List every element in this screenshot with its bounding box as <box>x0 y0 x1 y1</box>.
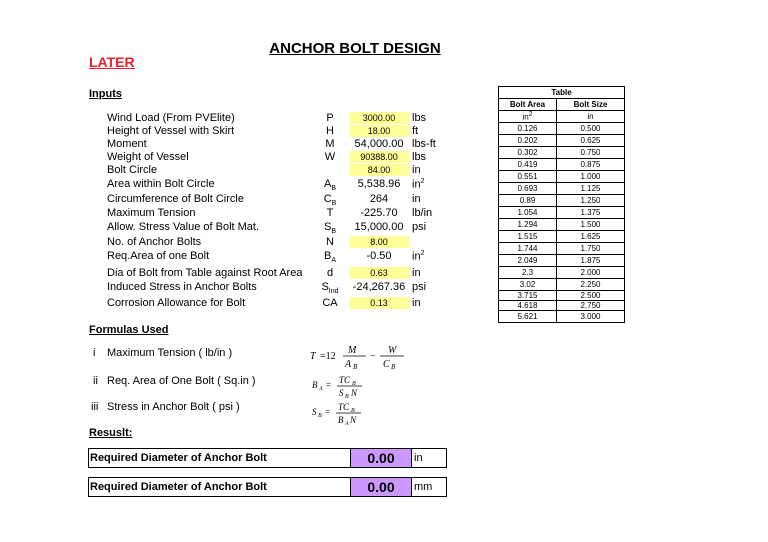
table-row <box>499 219 625 231</box>
input-row <box>0 125 768 138</box>
formula-label: Stress in Anchor Bolt ( psi ) <box>107 401 240 413</box>
input-unit <box>412 221 426 233</box>
input-unit-text: in <box>412 164 421 176</box>
table-row <box>499 243 625 255</box>
computed-value: -225.70 <box>360 207 398 219</box>
input-symbol <box>318 112 342 124</box>
bolt-area-cell: 1.744 <box>499 243 557 255</box>
formula-tension-equation <box>308 342 408 372</box>
svg-text:B: B <box>345 394 349 400</box>
input-label: Height of Vessel with Skirt <box>107 125 235 137</box>
svg-text:A: A <box>319 386 323 392</box>
formula-stress-equation <box>310 399 370 427</box>
input-symbol-text: W <box>324 151 336 163</box>
bolt-size-cell: 0.750 <box>557 147 625 159</box>
bolt-area-cell: 2.049 <box>499 255 557 267</box>
svg-text:B: B <box>338 415 344 425</box>
input-unit-text: in <box>412 267 421 279</box>
result-heading: Resuslt: <box>89 427 133 439</box>
input-symbol-text: S <box>321 281 329 293</box>
bolt-area-cell: 0.126 <box>499 123 557 135</box>
input-value-cell[interactable]: 18.00 <box>349 125 409 137</box>
input-unit-sup: 2 <box>420 250 425 257</box>
input-row <box>0 207 768 220</box>
formula-label: Req. Area of One Bolt ( Sq.in ) <box>107 375 256 387</box>
input-value-cell[interactable]: 8.00 <box>349 236 409 248</box>
table-row <box>499 159 625 171</box>
input-unit-text: in <box>412 250 421 263</box>
input-row <box>0 236 768 249</box>
svg-text:A: A <box>345 359 352 370</box>
input-label: Allow. Stress Value of Bolt Mat. <box>107 221 260 233</box>
input-unit <box>412 281 426 293</box>
input-symbol-text: B <box>323 250 332 262</box>
svg-text:B: B <box>352 381 356 387</box>
input-unit-text: in <box>412 193 421 205</box>
svg-text:−: − <box>370 351 376 362</box>
input-symbol <box>318 267 342 279</box>
input-unit-text: psi <box>412 221 427 233</box>
svg-text:S: S <box>339 388 344 398</box>
formulas-heading: Formulas Used <box>89 324 169 336</box>
table-unit-size: in <box>557 111 625 123</box>
input-symbol <box>318 250 342 264</box>
bolt-table <box>498 86 625 323</box>
input-symbol-text: CA <box>322 297 338 309</box>
input-unit <box>412 125 418 137</box>
input-row <box>0 281 768 294</box>
input-unit <box>412 193 421 205</box>
bolt-area-cell: 1.294 <box>499 219 557 231</box>
svg-text:=12: =12 <box>320 351 336 362</box>
input-symbol <box>318 151 342 163</box>
formula-row-1 <box>93 347 233 359</box>
input-symbol <box>318 193 342 207</box>
formula-num: ii <box>93 375 98 387</box>
bolt-area-cell: 0.419 <box>499 159 557 171</box>
bolt-area-cell: 0.89 <box>499 195 557 207</box>
bolt-size-cell: 1.750 <box>557 243 625 255</box>
table-row <box>499 291 625 301</box>
result-label: Required Diameter of Anchor Bolt <box>90 481 267 493</box>
input-row <box>0 221 768 234</box>
input-symbol <box>318 125 342 137</box>
input-unit <box>412 297 421 309</box>
page-title: ANCHOR BOLT DESIGN <box>269 40 441 57</box>
svg-text:A: A <box>345 421 349 427</box>
input-unit-text: in <box>412 297 421 309</box>
table-row <box>499 207 625 219</box>
svg-text:T: T <box>310 351 316 362</box>
svg-text:M: M <box>348 345 357 356</box>
input-unit <box>412 151 426 163</box>
svg-text:B: B <box>391 363 396 371</box>
bolt-area-cell: 4.618 <box>499 301 557 311</box>
bolt-area-cell: 3.715 <box>499 291 557 301</box>
bolt-area-cell: 0.302 <box>499 147 557 159</box>
bolt-size-cell: 2.750 <box>557 301 625 311</box>
svg-text:N: N <box>351 388 358 398</box>
later-label: LATER <box>89 54 135 70</box>
input-unit <box>412 250 424 263</box>
bolt-area-cell: 3.02 <box>499 279 557 291</box>
result-row-mm <box>88 477 447 497</box>
result-label: Required Diameter of Anchor Bolt <box>90 452 267 464</box>
formula-area-equation <box>310 372 370 400</box>
table-row <box>499 231 625 243</box>
bolt-size-cell: 1.500 <box>557 219 625 231</box>
bolt-size-cell: 1.875 <box>557 255 625 267</box>
input-symbol-sub: B <box>331 200 337 208</box>
input-symbol <box>318 281 342 295</box>
computed-value: 264 <box>369 193 389 205</box>
input-label: Dia of Bolt from Table against Root Area <box>107 267 303 279</box>
input-row <box>0 138 768 151</box>
bolt-size-cell: 2.500 <box>557 291 625 301</box>
input-symbol-text: N <box>326 236 334 248</box>
input-label: Moment <box>107 138 147 150</box>
svg-text:B: B <box>318 413 322 419</box>
input-row <box>0 250 768 263</box>
input-label: Wind Load (From PVElite) <box>107 112 235 124</box>
input-symbol-text: C <box>323 193 332 205</box>
bolt-area-cell: 0.693 <box>499 183 557 195</box>
input-symbol-text: T <box>326 207 334 219</box>
input-row <box>0 267 768 280</box>
bolt-size-cell: 2.250 <box>557 279 625 291</box>
input-symbol-text: M <box>325 138 335 150</box>
input-symbol-sub: Ind <box>328 288 339 296</box>
table-row <box>499 171 625 183</box>
svg-text:S: S <box>312 407 317 417</box>
bolt-size-cell: 0.500 <box>557 123 625 135</box>
bolt-size-cell: 1.625 <box>557 231 625 243</box>
input-label: Induced Stress in Anchor Bolts <box>107 281 257 293</box>
result-row-in <box>88 448 447 468</box>
input-value-cell[interactable]: 84.00 <box>349 164 409 176</box>
table-unit-area: $in^2$ <box>499 111 557 123</box>
input-label: Area within Bolt Circle <box>107 178 215 190</box>
input-label: Circumference of Bolt Circle <box>107 193 244 205</box>
computed-value: -24,267.36 <box>352 281 406 293</box>
input-value-cell[interactable]: 0.13 <box>349 297 409 309</box>
input-unit-text: lb/in <box>412 207 433 219</box>
table-row <box>499 183 625 195</box>
input-label: Bolt Circle <box>107 164 158 176</box>
bolt-area-cell: 1.054 <box>499 207 557 219</box>
table-row <box>499 123 625 135</box>
input-row <box>0 178 768 191</box>
table-row <box>499 135 625 147</box>
computed-value: 54,000.00 <box>354 138 404 150</box>
formula-label: Maximum Tension ( lb/in ) <box>107 347 233 359</box>
bolt-size-cell: 0.875 <box>557 159 625 171</box>
input-symbol-text: H <box>326 125 334 137</box>
table-row <box>499 267 625 279</box>
bolt-size-cell: 1.375 <box>557 207 625 219</box>
table-row <box>499 147 625 159</box>
table-header-size: Bolt Size <box>557 99 625 111</box>
bolt-size-cell: 0.625 <box>557 135 625 147</box>
svg-text:N: N <box>350 415 357 425</box>
input-unit <box>412 112 426 124</box>
formula-row-3 <box>91 401 240 413</box>
input-unit-sup: 2 <box>420 178 425 185</box>
input-symbol <box>318 221 342 235</box>
input-symbol-sub: B <box>331 185 336 193</box>
input-row <box>0 151 768 164</box>
result-value: 0.00 <box>350 478 412 496</box>
input-unit-text: ft <box>412 125 419 137</box>
svg-text:TC: TC <box>339 375 351 385</box>
table-row <box>499 301 625 311</box>
input-label: Weight of Vessel <box>107 151 189 163</box>
input-label: Corrosion Allowance for Bolt <box>107 297 246 309</box>
svg-text:B: B <box>353 363 358 371</box>
svg-text:C: C <box>383 359 390 370</box>
computed-value: 5,538.96 <box>357 178 401 190</box>
bolt-size-cell: 1.125 <box>557 183 625 195</box>
input-unit-text: lbs-ft <box>412 138 436 150</box>
input-symbol <box>318 297 342 309</box>
result-unit: mm <box>414 481 433 493</box>
bolt-area-cell: 2.3 <box>499 267 557 279</box>
input-symbol <box>318 178 342 192</box>
input-symbol-text: P <box>326 112 334 124</box>
inputs-heading: Inputs <box>89 88 122 100</box>
input-row <box>0 112 768 125</box>
input-unit <box>412 138 436 150</box>
input-symbol-text: A <box>323 178 332 190</box>
formula-num: i <box>93 347 96 359</box>
formula-row-2 <box>93 375 256 387</box>
input-symbol-sub: B <box>331 228 336 236</box>
bolt-size-cell: 1.250 <box>557 195 625 207</box>
input-label: No. of Anchor Bolts <box>107 236 202 248</box>
bolt-area-cell: 1.515 <box>499 231 557 243</box>
table-row <box>499 255 625 267</box>
input-unit <box>412 267 421 279</box>
input-value-cell[interactable]: 0.63 <box>349 267 409 279</box>
svg-text:B: B <box>312 380 318 390</box>
bolt-size-cell: 3.000 <box>557 311 625 323</box>
input-unit-text: lbs <box>412 151 427 163</box>
input-unit <box>412 207 432 219</box>
bolt-area-cell: 0.551 <box>499 171 557 183</box>
formula-num: iii <box>91 401 99 413</box>
computed-value: -0.50 <box>366 250 392 262</box>
input-symbol-sub: A <box>331 257 336 265</box>
svg-text:TC: TC <box>338 402 350 412</box>
table-row <box>499 311 625 323</box>
input-unit-text: psi <box>412 281 427 293</box>
bolt-size-cell: 2.000 <box>557 267 625 279</box>
input-value-cell[interactable]: 90388.00 <box>349 151 409 163</box>
svg-text:W: W <box>388 345 397 356</box>
result-unit: in <box>414 452 423 464</box>
bolt-size-cell: 1.000 <box>557 171 625 183</box>
input-symbol <box>318 207 342 219</box>
input-symbol-text: S <box>323 221 332 233</box>
table-row <box>499 195 625 207</box>
input-symbol <box>318 236 342 248</box>
input-unit-text: lbs <box>412 112 427 124</box>
bolt-area-cell: 5.621 <box>499 311 557 323</box>
bolt-area-cell: 0.202 <box>499 135 557 147</box>
input-unit <box>412 178 424 191</box>
table-header-area: Bolt Area <box>499 99 557 111</box>
input-label: Maximum Tension <box>107 207 196 219</box>
input-value-cell[interactable]: 3000.00 <box>349 112 409 124</box>
svg-text:=: = <box>326 380 332 390</box>
input-unit <box>412 164 421 176</box>
table-title: Table <box>499 87 625 99</box>
computed-value: 15,000.00 <box>354 221 404 233</box>
svg-text:B: B <box>351 408 355 414</box>
input-row <box>0 297 768 310</box>
input-row <box>0 193 768 206</box>
svg-text:=: = <box>325 407 331 417</box>
input-unit-text: in <box>412 178 421 191</box>
result-value: 0.00 <box>350 449 412 467</box>
input-symbol-text: d <box>326 267 334 279</box>
input-symbol <box>318 138 342 150</box>
table-row <box>499 279 625 291</box>
input-label: Req.Area of one Bolt <box>107 250 210 262</box>
input-row <box>0 164 768 177</box>
